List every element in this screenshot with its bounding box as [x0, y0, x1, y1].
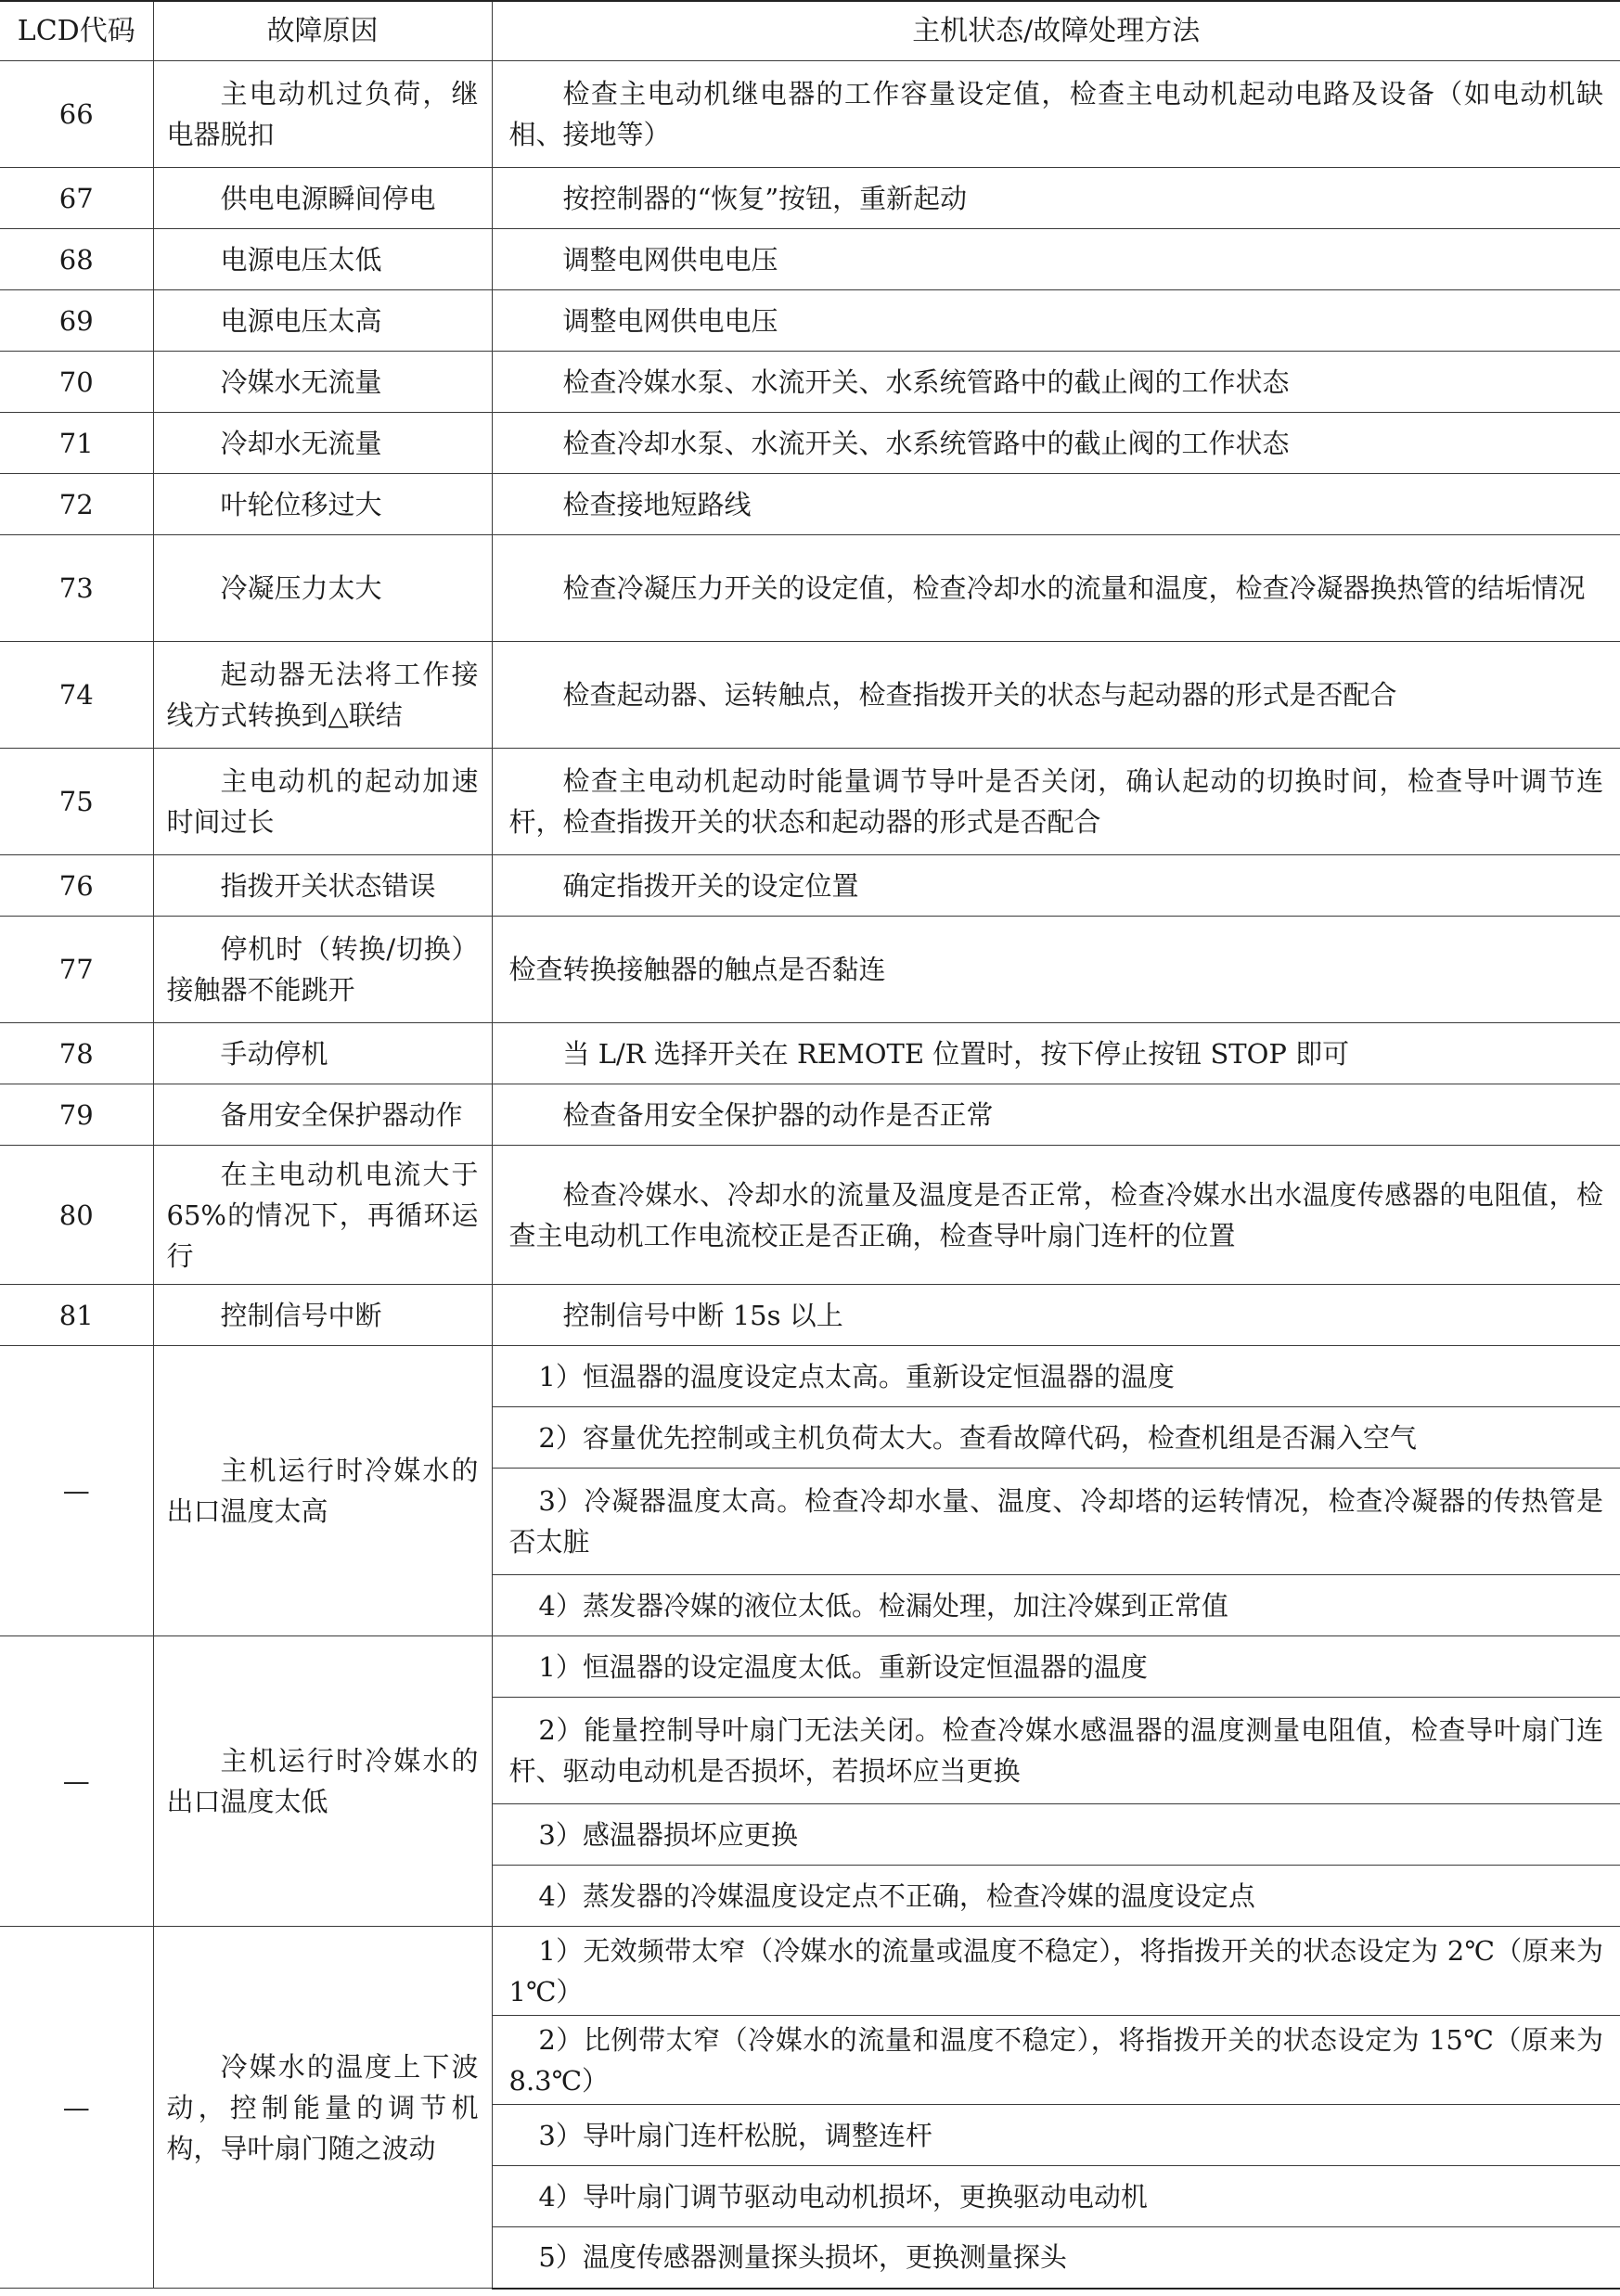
table-row	[0, 917, 1620, 1023]
table-row	[0, 749, 1620, 855]
lcd-code: 66	[0, 61, 153, 168]
lcd-code: 67	[0, 168, 153, 229]
solution-item: 2）能量控制导叶扇门无法关闭。检查冷媒水感温器的温度测量电阻值，检查导叶扇门连杆、驱动电动机是否损坏，若损坏应当更换	[492, 1698, 1620, 1804]
solution-item: 4）蒸发器的冷媒温度设定点不正确，检查冷媒的温度设定点	[492, 1866, 1620, 1927]
table-row	[0, 1636, 1620, 1698]
table-row	[0, 168, 1620, 229]
lcd-code: —	[0, 1927, 153, 2289]
solution: 按控制器的“恢复”按钮，重新起动	[492, 168, 1620, 229]
fault-cause: 主机运行时冷媒水的出口温度太高	[153, 1346, 492, 1636]
solution: 检查冷却水泵、水流开关、水系统管路中的截止阀的工作状态	[492, 413, 1620, 474]
solution-item: 1）恒温器的温度设定点太高。重新设定恒温器的温度	[492, 1346, 1620, 1407]
solution-item: 3）导叶扇门连杆松脱，调整连杆	[492, 2105, 1620, 2166]
lcd-code: —	[0, 1636, 153, 1927]
lcd-code: 76	[0, 855, 153, 917]
fault-cause: 供电电源瞬间停电	[153, 168, 492, 229]
lcd-code: —	[0, 1346, 153, 1636]
fault-cause: 停机时（转换/切换）接触器不能跳开	[153, 917, 492, 1023]
lcd-code: 68	[0, 229, 153, 290]
solution: 检查冷凝压力开关的设定值，检查冷却水的流量和温度，检查冷凝器换热管的结垢情况	[492, 535, 1620, 642]
solution: 检查主电动机继电器的工作容量设定值，检查主电动机起动电路及设备（如电动机缺相、接地等）	[492, 61, 1620, 168]
fault-cause: 叶轮位移过大	[153, 474, 492, 535]
lcd-code: 73	[0, 535, 153, 642]
table-row	[0, 1285, 1620, 1346]
lcd-code: 78	[0, 1023, 153, 1084]
solution-item: 3）冷凝器温度太高。检查冷却水量、温度、冷却塔的运转情况，检查冷凝器的传热管是否太脏	[492, 1469, 1620, 1575]
solution: 当 L/R 选择开关在 REMOTE 位置时，按下停止按钮 STOP 即可	[492, 1023, 1620, 1084]
solution: 检查冷媒水、冷却水的流量及温度是否正常，检查冷媒水出水温度传感器的电阻值，检查主电动机工作电流校正是否正确，检查导叶扇门连杆的位置	[492, 1146, 1620, 1285]
solution-item: 1）无效频带太窄（冷媒水的流量或温度不稳定），将指拨开关的状态设定为 2℃（原来为 1℃）	[492, 1927, 1620, 2016]
table-row	[0, 1346, 1620, 1407]
table-row	[0, 642, 1620, 749]
table-row	[0, 1927, 1620, 2016]
solution: 确定指拨开关的设定位置	[492, 855, 1620, 917]
header-fault-cause: 故障原因	[153, 1, 492, 61]
fault-cause: 冷媒水的温度上下波动，控制能量的调节机构，导叶扇门随之波动	[153, 1927, 492, 2289]
lcd-code: 74	[0, 642, 153, 749]
fault-cause: 控制信号中断	[153, 1285, 492, 1346]
solution: 控制信号中断 15s 以上	[492, 1285, 1620, 1346]
solution-item: 4）导叶扇门调节驱动电动机损坏，更换驱动电动机	[492, 2166, 1620, 2227]
header-lcd-code: LCD代码	[0, 1, 153, 61]
table-row	[0, 1023, 1620, 1084]
lcd-code: 75	[0, 749, 153, 855]
solution: 检查主电动机起动时能量调节导叶是否关闭，确认起动的切换时间，检查导叶调节连杆，检查指拨开关的状态和起动器的形式是否配合	[492, 749, 1620, 855]
table-row	[0, 1084, 1620, 1146]
table-row	[0, 290, 1620, 352]
solution: 检查起动器、运转触点，检查指拨开关的状态与起动器的形式是否配合	[492, 642, 1620, 749]
lcd-code: 72	[0, 474, 153, 535]
solution-item: 5）温度传感器测量探头损坏，更换测量探头	[492, 2227, 1620, 2289]
solution: 检查备用安全保护器的动作是否正常	[492, 1084, 1620, 1146]
solution: 调整电网供电电压	[492, 290, 1620, 352]
solution-item: 1）恒温器的设定温度太低。重新设定恒温器的温度	[492, 1636, 1620, 1698]
solution: 检查冷媒水泵、水流开关、水系统管路中的截止阀的工作状态	[492, 352, 1620, 413]
fault-cause: 电源电压太高	[153, 290, 492, 352]
lcd-code: 71	[0, 413, 153, 474]
lcd-code: 70	[0, 352, 153, 413]
fault-cause: 指拨开关状态错误	[153, 855, 492, 917]
lcd-code: 80	[0, 1146, 153, 1285]
fault-cause: 电源电压太低	[153, 229, 492, 290]
header-solution: 主机状态/故障处理方法	[492, 1, 1620, 61]
solution-item: 2）比例带太窄（冷媒水的流量和温度不稳定），将指拨开关的状态设定为 15℃（原来为 8.3℃）	[492, 2016, 1620, 2105]
solution-item: 4）蒸发器冷媒的液位太低。检漏处理，加注冷媒到正常值	[492, 1575, 1620, 1636]
table-row	[0, 229, 1620, 290]
lcd-code: 81	[0, 1285, 153, 1346]
table-row	[0, 535, 1620, 642]
table-row	[0, 352, 1620, 413]
table-row	[0, 855, 1620, 917]
fault-cause: 主机运行时冷媒水的出口温度太低	[153, 1636, 492, 1927]
table-row	[0, 1146, 1620, 1285]
lcd-code: 69	[0, 290, 153, 352]
solution: 检查接地短路线	[492, 474, 1620, 535]
solution: 调整电网供电电压	[492, 229, 1620, 290]
table-row	[0, 61, 1620, 168]
fault-cause: 冷媒水无流量	[153, 352, 492, 413]
lcd-code: 79	[0, 1084, 153, 1146]
lcd-code: 77	[0, 917, 153, 1023]
table-row	[0, 474, 1620, 535]
fault-cause: 冷却水无流量	[153, 413, 492, 474]
fault-cause: 备用安全保护器动作	[153, 1084, 492, 1146]
fault-cause: 在主电动机电流大于65%的情况下，再循环运行	[153, 1146, 492, 1285]
table-header-row	[0, 1, 1620, 61]
fault-cause: 手动停机	[153, 1023, 492, 1084]
fault-cause: 主电动机的起动加速时间过长	[153, 749, 492, 855]
solution: 检查转换接触器的触点是否黏连	[492, 917, 1620, 1023]
fault-cause: 主电动机过负荷，继电器脱扣	[153, 61, 492, 168]
fault-cause: 冷凝压力太大	[153, 535, 492, 642]
solution-item: 2）容量优先控制或主机负荷太大。查看故障代码，检查机组是否漏入空气	[492, 1407, 1620, 1469]
table-row	[0, 413, 1620, 474]
fault-cause: 起动器无法将工作接线方式转换到△联结	[153, 642, 492, 749]
solution-item: 3）感温器损坏应更换	[492, 1804, 1620, 1866]
